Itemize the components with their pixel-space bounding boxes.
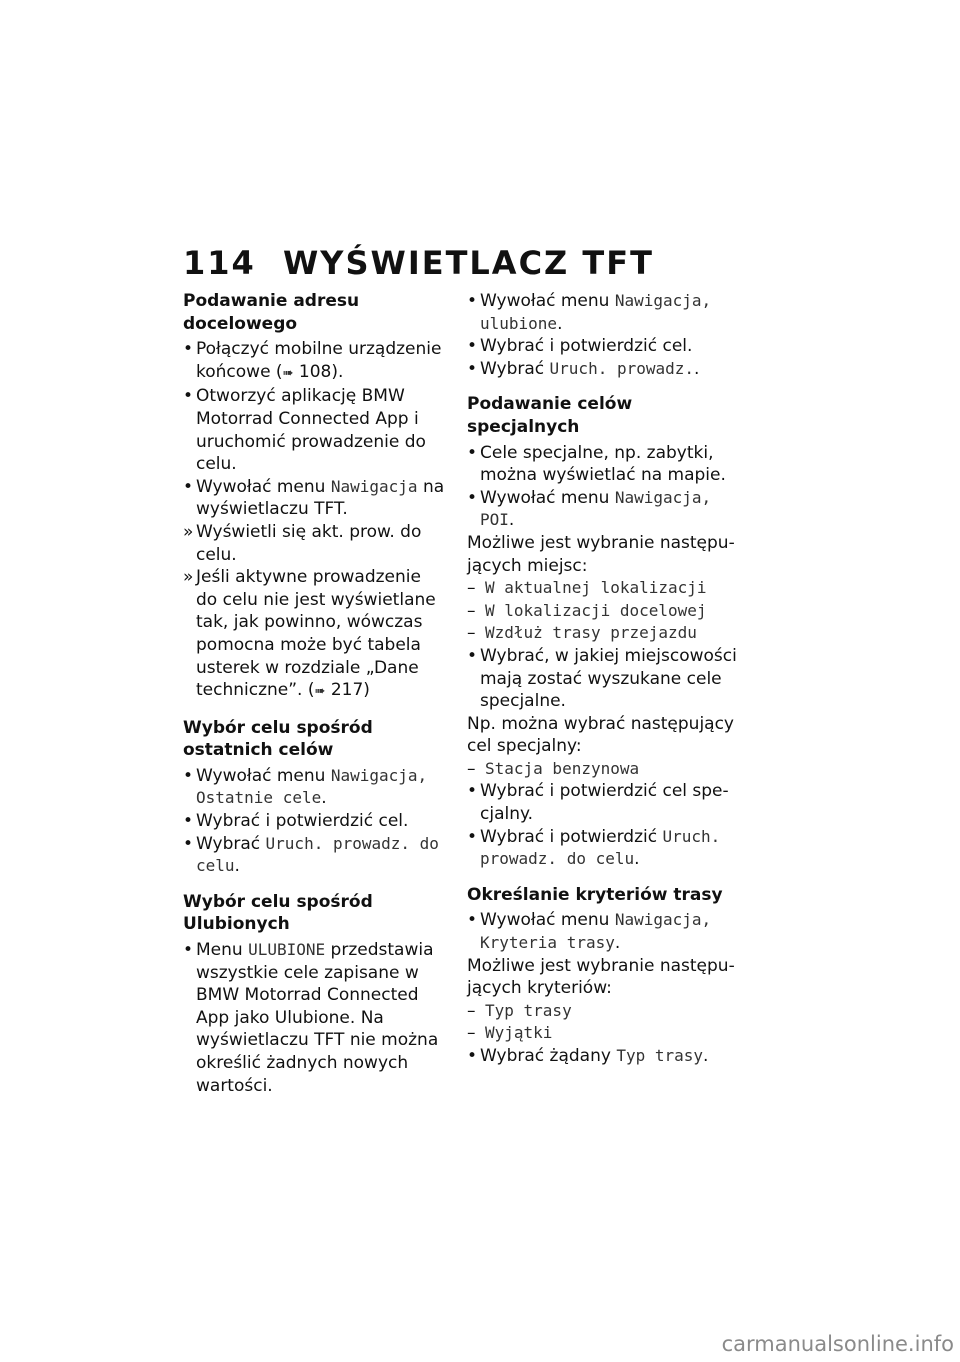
bullet: •	[467, 358, 478, 379]
list-item: • Wybrać, w jakiej miejscowości mają zostać wyszukane cele specjalne.	[467, 645, 737, 712]
watermark: carmanualsonline.info	[721, 1332, 954, 1356]
bullet: •	[183, 386, 194, 407]
left-column	[183, 290, 445, 1097]
bullet: •	[467, 1046, 478, 1066]
menu-name: Nawigacja, ulubione	[480, 291, 712, 333]
dash: –	[467, 578, 476, 599]
list-item: • Połączyć mobilne urządzenie końcowe (➠ 108).	[183, 339, 442, 382]
dash-item: – W lokalizacji docelowej	[467, 600, 707, 621]
heading-special-destinations: Podawanie celów specjalnych	[467, 394, 633, 437]
menu-name: ULUBIONE	[248, 940, 326, 960]
section-title: WYŚWIETLACZ TFT	[283, 244, 654, 282]
dash: –	[467, 623, 476, 644]
result-mark: »	[183, 567, 194, 588]
heading-recent-destinations: Wybór celu spośród ostatnich celów	[183, 717, 373, 761]
paragraph: Możliwe jest wybranie następujących kryteriów:	[467, 955, 735, 999]
dash: –	[467, 600, 476, 621]
page-number: 114	[183, 244, 256, 282]
list-item: • Otworzyć aplikację BMW Motorrad Connected App i uruchomić prowadzenie do celu.	[183, 386, 426, 475]
menu-name: Nawigacja	[330, 476, 418, 496]
right-column	[467, 290, 742, 1068]
page-reference-icon: ➠	[282, 365, 294, 381]
bullet: •	[467, 291, 478, 311]
bullet: •	[467, 645, 478, 666]
dash-item: – W aktualnej lokalizacji	[467, 578, 707, 599]
dash: –	[467, 758, 476, 779]
page-header	[183, 244, 654, 282]
bullet: •	[467, 442, 478, 463]
bullet: •	[467, 910, 478, 931]
dash-item: – Typ trasy	[467, 1000, 572, 1021]
result-item: » Wyświetli się akt. prow. do celu.	[183, 521, 422, 565]
list-item: • Wywołać menu Nawigacja, Kryteria trasy.	[467, 910, 712, 954]
list-item: • Wybrać Uruch. prowadz. do celu.	[183, 833, 439, 877]
menu-name: Uruch. prowadz. do celu	[196, 833, 439, 876]
menu-name: Uruch. prowadz. do celu	[480, 826, 721, 869]
menu-name: Uruch. prowadz.	[549, 358, 695, 378]
dash: –	[467, 1000, 476, 1021]
list-item: • Wywołać menu Nawigacja, POI.	[467, 487, 712, 531]
bullet: •	[467, 336, 478, 357]
list-item: • Wybrać i potwierdzić cel specjalny.	[467, 781, 729, 825]
list-item: • Wywołać menu Nawigacja, ulubione.	[467, 291, 712, 334]
bullet: •	[183, 940, 194, 961]
heading-favourites: Wybór celu spośród Ulubionych	[183, 891, 373, 935]
list-item: • Menu ULUBIONE przedstawia wszystkie cele zapisane w BMW Motorrad Connected App jako Ulubione. Na wyświetlaczu TFT nie można określić żadnych nowych wartości.	[183, 940, 439, 1096]
page-reference: 217)	[330, 680, 370, 701]
bullet: •	[467, 781, 478, 802]
menu-name: Nawigacja, Kryteria trasy	[480, 910, 712, 953]
list-item: • Wywołać menu Nawigacja na wyświetlaczu TFT.	[183, 476, 445, 520]
result-item: » Jeśli aktywne prowadzenie do celu nie jest wyświetlane tak, jak powinno, wówczas pomocna może być tabela usterek w rozdziale „Dane techniczne”. (➠ 217)	[183, 567, 436, 701]
list-item: • Wybrać żądany Typ trasy.	[467, 1046, 709, 1066]
dash-item: – Wzdłuż trasy przejazdu	[467, 623, 697, 644]
menu-name: Nawigacja, POI	[480, 487, 712, 530]
menu-name: Typ trasy	[616, 1046, 704, 1065]
heading-destination-address: Podawanie adresu docelowego	[183, 291, 360, 334]
bullet: •	[183, 339, 194, 360]
result-mark: »	[183, 521, 194, 542]
bullet: •	[467, 826, 478, 847]
list-item: • Cele specjalne, np. zabytki, można wyświetlać na mapie.	[467, 442, 726, 486]
page-reference-icon: ➠	[314, 684, 326, 700]
bullet: •	[183, 833, 194, 854]
list-item: • Wywołać menu Nawigacja, Ostatnie cele.	[183, 765, 428, 809]
heading-route-criteria: Określanie kryteriów trasy	[467, 884, 723, 905]
dash: –	[467, 1023, 476, 1044]
bullet: •	[183, 765, 194, 786]
bullet: •	[467, 487, 478, 508]
bullet: •	[183, 476, 194, 497]
paragraph: Np. można wybrać następujący cel specjalny:	[467, 713, 734, 757]
dash-item: – Wyjątki	[467, 1023, 553, 1044]
menu-name: Nawigacja, Ostatnie cele	[196, 765, 428, 808]
list-item: • Wybrać Uruch. prowadz..	[467, 358, 700, 379]
bullet: •	[183, 811, 194, 832]
page-reference: 108).	[298, 361, 344, 382]
list-item: • Wybrać i potwierdzić cel.	[467, 336, 693, 357]
paragraph: Możliwe jest wybranie następujących miejsc:	[467, 532, 735, 576]
list-item: • Wybrać i potwierdzić cel.	[183, 811, 409, 832]
dash-item: – Stacja benzynowa	[467, 758, 640, 779]
list-item: • Wybrać i potwierdzić Uruch. prowadz. do celu.	[467, 826, 721, 870]
